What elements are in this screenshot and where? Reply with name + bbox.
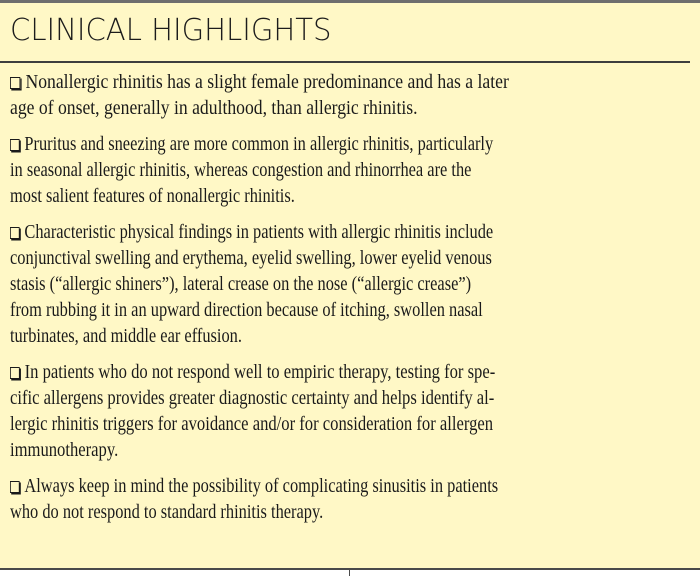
checkbox-bullet-icon	[10, 227, 20, 239]
line-text: age of onset, generally in adulthood, than allergic rhinitis.	[10, 97, 418, 119]
highlight-item-4	[10, 359, 692, 463]
box-title: CLINICAL HIGHLIGHTS	[10, 13, 332, 48]
line-text: in seasonal allergic rhinitis, whereas congestion and rhinorrhea are the	[10, 159, 472, 181]
line-text: turbinates, and middle ear effusion.	[10, 325, 242, 347]
line-text: from rubbing it in an upward direction because of itching, swollen nasal	[10, 299, 483, 321]
line-text: In patients who do not respond well to empiric therapy, testing for spe-	[24, 361, 496, 383]
highlight-item-1	[10, 69, 692, 121]
checkbox-bullet-icon	[10, 139, 20, 151]
highlight-item-2	[10, 131, 692, 209]
bottom-divider	[0, 568, 700, 570]
line-text: conjunctival swelling and erythema, eyelid swelling, lower eyelid venous	[10, 247, 492, 269]
line-text: lergic rhinitis triggers for avoidance and/or for consideration for allergen	[10, 413, 494, 435]
highlight-item-5	[10, 473, 692, 525]
line-text: stasis (“allergic shiners”), lateral crease on the nose (“allergic crease”)	[10, 273, 472, 295]
column-divider-tick	[349, 569, 350, 576]
line-text: Always keep in mind the possibility of complicating sinusitis in patients	[24, 475, 499, 497]
highlights-list	[10, 69, 692, 535]
checkbox-bullet-icon	[10, 77, 20, 89]
highlight-item-3	[10, 219, 692, 349]
line-text: cific allergens provides greater diagnostic certainty and helps identify al-	[10, 387, 495, 409]
line-text: Characteristic physical findings in patients with allergic rhinitis include	[24, 221, 494, 243]
line-text: immunotherapy.	[10, 439, 119, 461]
checkbox-bullet-icon	[10, 367, 20, 379]
line-text: most salient features of nonallergic rhinitis.	[10, 185, 295, 207]
line-text: who do not respond to standard rhinitis therapy.	[10, 501, 324, 523]
line-text: Nonallergic rhinitis has a slight female predominance and has a later	[25, 71, 509, 93]
checkbox-bullet-icon	[10, 481, 20, 493]
title-divider	[0, 61, 690, 63]
line-text: Pruritus and sneezing are more common in allergic rhinitis, particularly	[24, 133, 494, 155]
